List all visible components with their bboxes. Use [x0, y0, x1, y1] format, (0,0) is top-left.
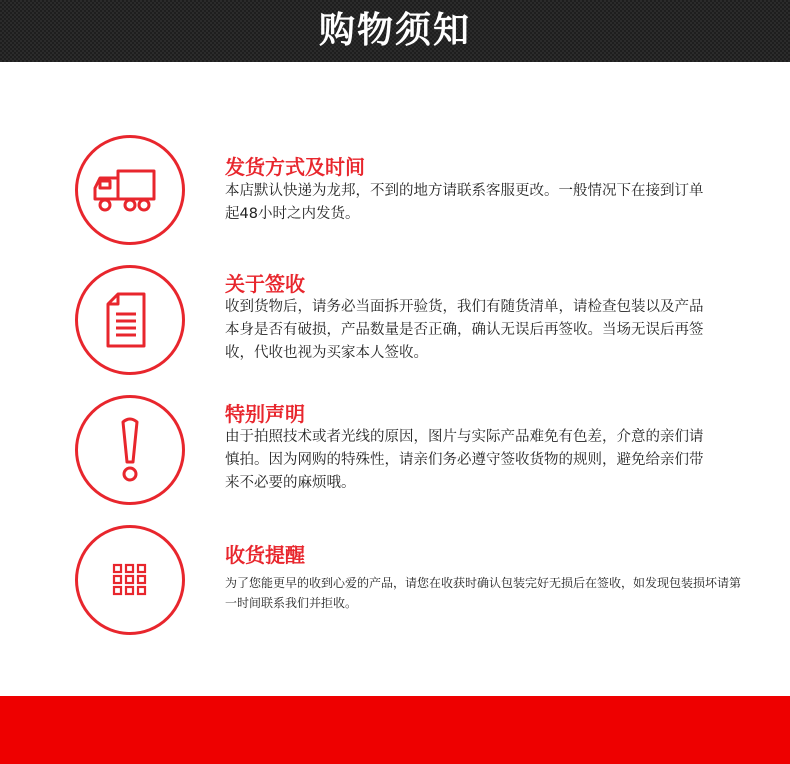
truck-icon-circle: [75, 135, 185, 245]
section-title-shipping: 发货方式及时间: [225, 155, 365, 179]
section-body-shipping: 本店默认快递为龙邦，不到的地方请联系客服更改。一般情况下在接到订单起48小时之内发货。: [225, 183, 704, 222]
grid-icon: [78, 528, 182, 632]
exclamation-icon: [78, 398, 182, 502]
section-title-signing: 关于签收: [225, 272, 305, 296]
section-body-statement: 由于拍照技术或者光线的原因，图片与实际产品难免有色差，介意的亲们请慎拍。因为网购的特殊性，请亲们务必遵守签收货物的规则，避免给亲们带来不必要的麻烦哦。: [225, 429, 704, 491]
section-title-statement: 特别声明: [225, 402, 305, 426]
footer-red-band: [0, 696, 790, 764]
section-body-receipt-reminder: 为了您能更早的收到心爱的产品，请您在收获时确认包装完好无损后在签收，如发现包装损坏请第一时间联系我们并拒收。: [225, 576, 742, 610]
document-icon: [78, 268, 182, 372]
truck-icon: [78, 138, 182, 242]
page-title: 购物须知: [318, 10, 471, 51]
exclamation-icon-circle: [75, 395, 185, 505]
section-body-signing: 收到货物后，请务必当面拆开验货，我们有随货清单，请检查包装以及产品本身是否有破损，产品数量是否正确，确认无误后再签收。当场无误后再签收，代收也视为买家本人签收。: [225, 299, 704, 361]
grid-icon-circle: [75, 525, 185, 635]
section-title-receipt-reminder: 收货提醒: [225, 543, 305, 567]
document-icon-circle: [75, 265, 185, 375]
